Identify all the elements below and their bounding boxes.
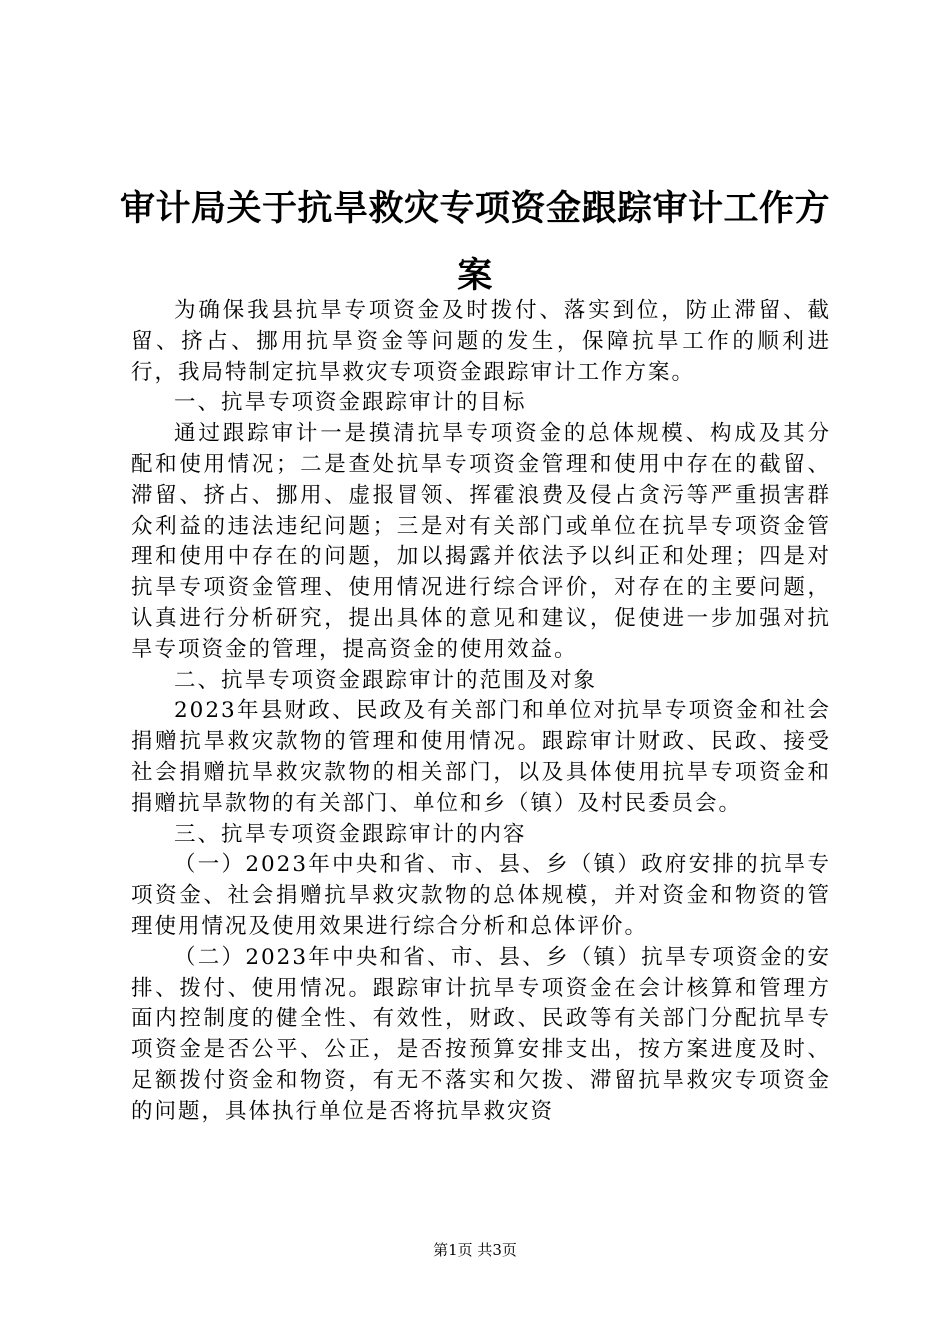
page-footer: 第1页 共3页 [433,1241,517,1259]
content-item-2: （二）2023年中央和省、市、县、乡（镇）抗旱专项资金的安排、拨付、使用情况。跟踪审计抗旱专项资金在会计核算和管理方面内控制度的健全性、有效性，财政、民政等有关部门分配抗旱专项资金是否公平、公正，是否按预算安排支出，按方案进度及时、足额拨付资金和物资，有无不落实和欠拨、滞留抗旱救灾专项资金的问题，具体执行单位是否将抗旱救灾资 [131,944,831,1124]
objectives-paragraph: 通过跟踪审计一是摸清抗旱专项资金的总体规模、构成及其分配和使用情况；二是查处抗旱专项资金管理和使用中存在的截留、滞留、挤占、挪用、虚报冒领、挥霍浪费及侵占贪污等严重损害群众利益的违法违纪问题；三是对有关部门或单位在抗旱专项资金管理和使用中存在的问题，加以揭露并依法予以纠正和处理；四是对抗旱专项资金管理、使用情况进行综合评价，对存在的主要问题，认真进行分析研究，提出具体的意见和建议，促使进一步加强对抗旱专项资金的管理，提高资金的使用效益。 [131,421,831,662]
content-item-1: （一）2023年中央和省、市、县、乡（镇）政府安排的抗旱专项资金、社会捐赠抗旱救灾款物的总体规模，并对资金和物资的管理使用情况及使用效果进行综合分析和总体评价。 [131,852,831,939]
intro-paragraph: 为确保我县抗旱专项资金及时拨付、落实到位，防止滞留、截留、挤占、挪用抗旱资金等问题的发生，保障抗旱工作的顺利进行，我局特制定抗旱救灾专项资金跟踪审计工作方案。 [131,298,831,385]
section-heading-objectives: 一、抗旱专项资金跟踪审计的目标 [174,390,527,416]
document-body [131,296,831,1128]
scope-paragraph: 2023年县财政、民政及有关部门和单位对抗旱专项资金和社会捐赠抗旱救灾款物的管理和使用情况。跟踪审计财政、民政、接受社会捐赠抗旱救灾款物的相关部门，以及具体使用抗旱专项资金和捐赠抗旱款物的有关部门、单位和乡（镇）及村民委员会。 [131,698,831,816]
document-title: 审计局关于抗旱救灾专项资金跟踪审计工作方案 [120,189,831,296]
section-heading-scope: 二、抗旱专项资金跟踪审计的范围及对象 [174,667,598,693]
section-heading-content: 三、抗旱专项资金跟踪审计的内容 [174,821,527,847]
